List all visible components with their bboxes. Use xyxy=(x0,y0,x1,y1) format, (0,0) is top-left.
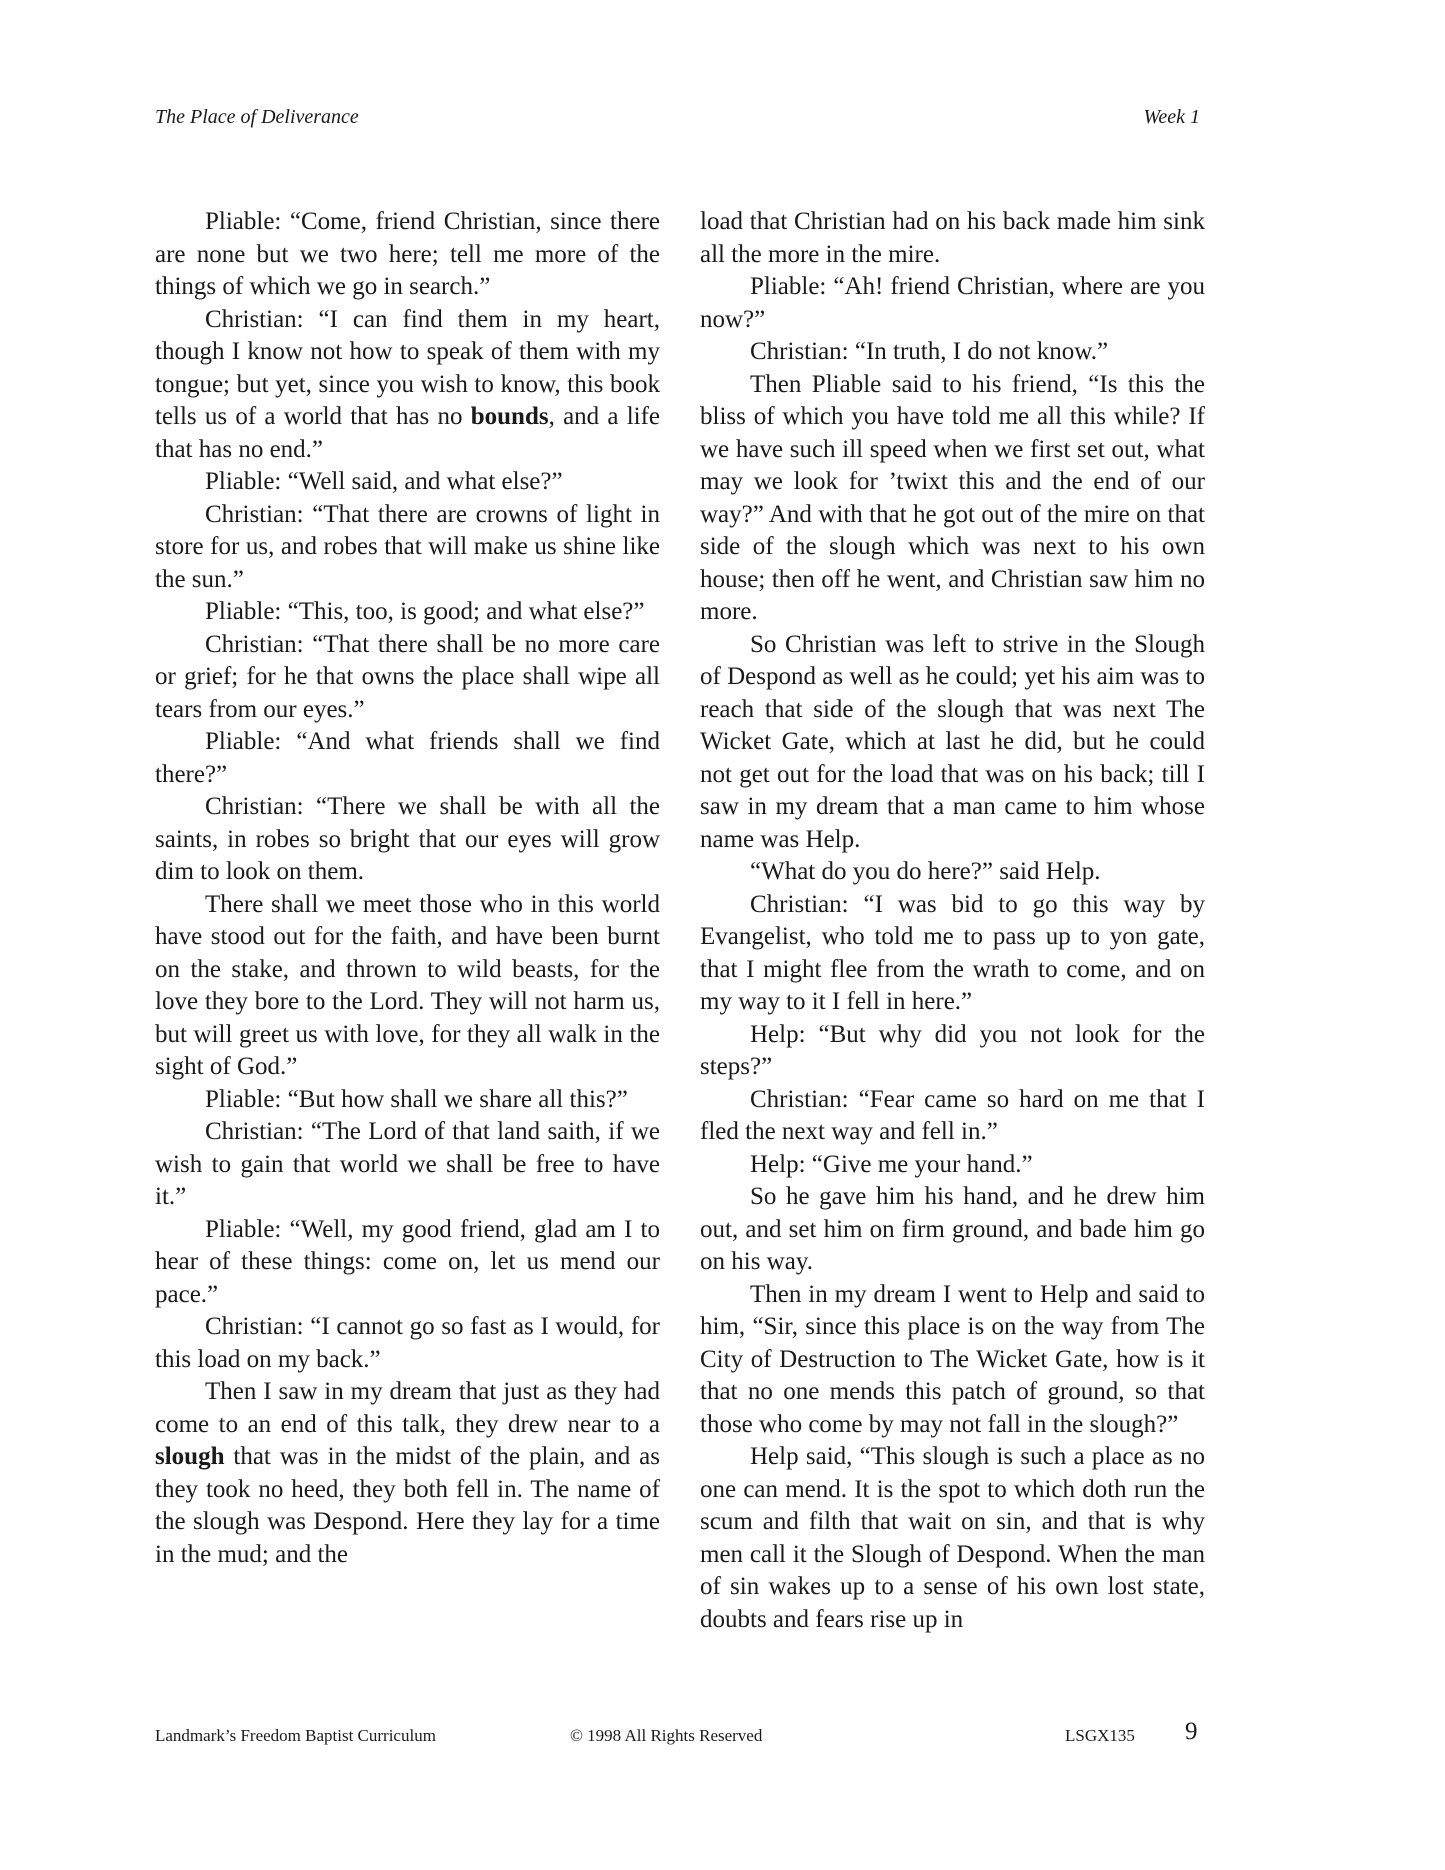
paragraph: Help: “But why did you not look for the steps?” xyxy=(700,1020,1205,1080)
left-column xyxy=(155,206,660,1636)
paragraph: Then in my dream I went to Help and said to him, “Sir, since this place is on the way from The City of Destruction to The Wicket Gate, how is it that no one mends this patch of ground, so that those who come by may not fall in the slough?” xyxy=(700,1280,1205,1438)
paragraph: Christian: “That there are crowns of light in store for us, and robes that will make us shine like the sun.” xyxy=(155,500,660,593)
footer-publisher: Landmark’s Freedom Baptist Curriculum xyxy=(155,1726,436,1745)
paragraph-continued: load that Christian had on his back made him sink all the more in the mire. xyxy=(700,208,1205,268)
paragraph: Pliable: “Well said, and what else?” xyxy=(205,468,563,495)
body-columns xyxy=(155,206,1205,1636)
paragraph: Christian: “I cannot go so fast as I would, for this load on my back.” xyxy=(155,1313,660,1373)
footer-code: LSGX135 xyxy=(1065,1726,1135,1745)
paragraph: Pliable: “Ah! friend Christian, where are you now?” xyxy=(700,273,1205,333)
footer-copyright: © 1998 All Rights Reserved xyxy=(570,1726,763,1745)
bold-term-bounds: bounds xyxy=(470,403,549,430)
paragraph: “What do you do here?” said Help. xyxy=(750,858,1101,885)
paragraph: Christian: “I was bid to go this way by Evangelist, who told me to pass up to yon gate, that I might flee from the wrath to come, and on my way to it I fell in here.” xyxy=(700,890,1205,1015)
paragraph: Christian: “The Lord of that land saith, if we wish to gain that world we shall be free to have it.” xyxy=(155,1118,660,1210)
paragraph: Help: “Give me your hand.” xyxy=(750,1150,1033,1178)
paragraph: There shall we meet those who in this world have stood out for the faith, and have been burnt on the stake, and thrown to wild beasts, for the love they bore to the Lord. They will not harm us, but will greet us with love, for they all walk in the sight of God.” xyxy=(155,890,660,1080)
paragraph: Christian: “I can find them in my heart, though I know not how to speak of them with my tongue; but yet, since you wish to know, this book tells us of a world that has no bounds, and a life that has no end.” xyxy=(155,305,661,463)
paragraph: Christian: “There we shall be with all the saints, in robes so bright that our eyes will grow dim to look on them. xyxy=(155,793,660,885)
paragraph: Pliable: “This, too, is good; and what else?” xyxy=(205,598,645,625)
paragraph: So he gave him his hand, and he drew him out, and set him on firm ground, and bade him go on his way. xyxy=(700,1183,1205,1275)
right-column xyxy=(700,206,1205,1636)
running-head-title: The Place of Deliverance xyxy=(155,106,359,128)
paragraph: Then I saw in my dream that just as they had come to an end of this talk, they drew near to a slough that was in the midst of the plain, and as they took no heed, they both fell in. The name of the slough was Despond. Here they lay for a time in the mud; and the xyxy=(155,1378,660,1568)
paragraph: Pliable: “And what friends shall we find there?” xyxy=(155,728,660,788)
running-head-week: Week 1 xyxy=(1143,106,1200,128)
paragraph: Christian: “In truth, I do not know.” xyxy=(750,338,1109,365)
paragraph: Christian: “That there shall be no more care or grief; for he that owns the place shall wipe all tears from our eyes.” xyxy=(155,630,660,723)
paragraph: So Christian was left to strive in the Slough of Despond as well as he could; yet his aim was to reach that side of the slough that was next The Wicket Gate, which at last he did, but he could not get out for the load that was on his back; till I saw in my dream that a man came to him whose name was Help. xyxy=(700,630,1205,853)
page-number: 9 xyxy=(1185,1718,1198,1745)
paragraph: Help said, “This slough is such a place as no one can mend. It is the spot to which doth run the scum and filth that wait on sin, and that is why men call it the Slough of Despond. When the man of sin wakes up to a sense of his own lost state, doubts and fears rise up in xyxy=(700,1443,1205,1633)
paragraph: Pliable: “Come, friend Christian, since there are none but we two here; tell me more of the things of which we go in search.” xyxy=(155,208,660,300)
paragraph: Pliable: “Well, my good friend, glad am I to hear of these things: come on, let us mend our pace.” xyxy=(155,1215,660,1308)
bold-term-slough: slough xyxy=(155,1443,225,1470)
paragraph: Pliable: “But how shall we share all this?” xyxy=(205,1085,628,1113)
paragraph: Christian: “Fear came so hard on me that I fled the next way and fell in.” xyxy=(700,1085,1205,1145)
paragraph: Then Pliable said to his friend, “Is this the bliss of which you have told me all this while? If we have such ill speed when we first set out, what may we look for ’twixt this and the end of our way?” And with that he got out of the mire on that side of the slough which was next to his own house; then off he went, and Christian saw him no more. xyxy=(700,370,1205,625)
